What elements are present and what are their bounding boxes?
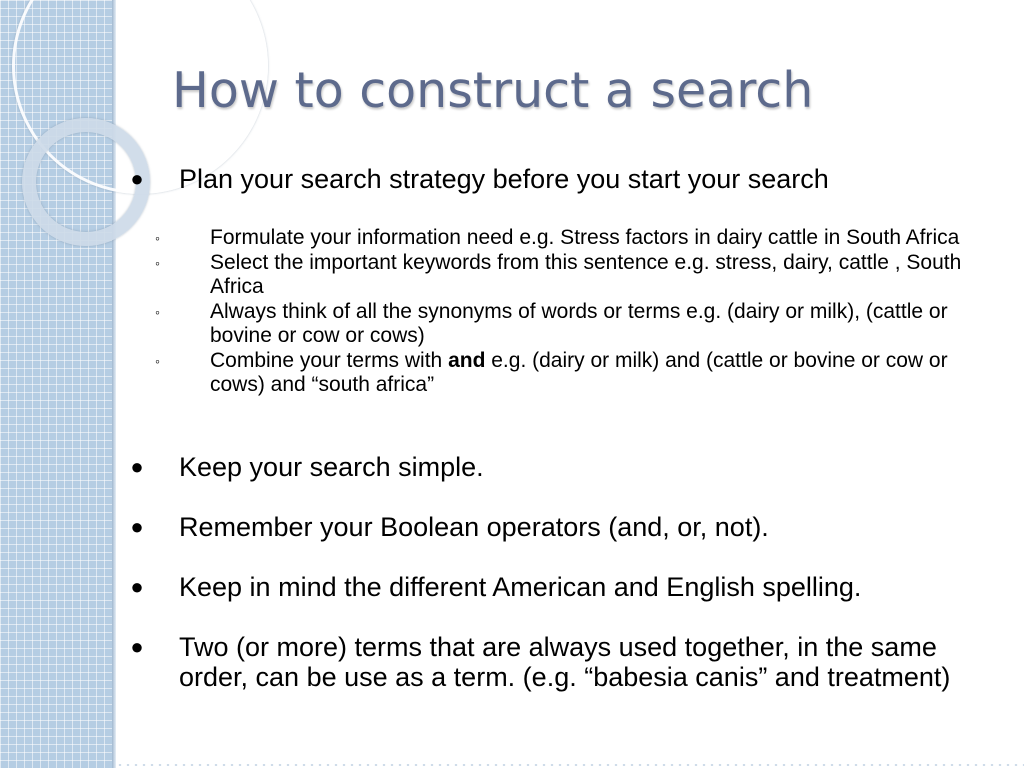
bullet-text: Keep in mind the different American and English spelling. <box>179 572 862 602</box>
sub-bullet-text-part: e.g. (dairy or milk) and (cattle or bovine or cow or cows) and “south africa” <box>210 348 948 396</box>
bullet-marker-icon: ● <box>130 454 144 479</box>
sub-bullet-text: Always think of all the synonyms of words or terms e.g. (dairy or milk), (cattle or bovine or cow or cows) <box>210 299 948 347</box>
bullet-marker-icon: ● <box>130 166 144 191</box>
bullet-marker-icon: ● <box>130 514 144 539</box>
bottom-dot-border <box>116 762 1024 768</box>
sub-bullet-text <box>210 349 975 398</box>
sub-bullet-marker-icon: ◦ <box>155 352 160 369</box>
sub-bullet-item <box>155 226 975 251</box>
bullet-text: Remember your Boolean operators (and, or, not). <box>179 512 769 542</box>
sub-bullet-marker-icon: ◦ <box>155 303 160 320</box>
bullet-item <box>127 572 987 602</box>
bullet-marker-icon: ● <box>130 634 144 659</box>
bullet-text: Two (or more) terms that are always used together, in the same order, can be use as a term. (e.g. “babesia canis” and treatment) <box>179 632 951 692</box>
slide-title: How to construct a search <box>172 62 814 119</box>
bold-keyword: and <box>448 348 486 372</box>
bullet-item <box>127 452 987 482</box>
sub-bullet-item <box>155 251 975 300</box>
bullet-text: Plan your search strategy before you start your search <box>179 164 829 194</box>
sub-bullet-item <box>155 300 975 349</box>
sub-bullet-list <box>155 226 975 398</box>
bullet-item <box>127 164 987 194</box>
sub-bullet-item <box>155 349 975 398</box>
bullet-marker-icon: ● <box>130 574 144 599</box>
bullet-text: Keep your search simple. <box>179 452 484 482</box>
sub-bullet-marker-icon: ◦ <box>155 254 160 271</box>
sub-bullet-text: Formulate your information need e.g. Stress factors in dairy cattle in South Africa <box>210 226 960 249</box>
bullet-item <box>127 512 987 542</box>
sub-bullet-marker-icon: ◦ <box>155 230 160 246</box>
sub-bullet-text: Select the important keywords from this sentence e.g. stress, dairy, cattle , South Africa <box>210 250 962 298</box>
bullet-item <box>127 632 987 692</box>
sub-bullet-text-part: Combine your terms with <box>210 348 449 372</box>
